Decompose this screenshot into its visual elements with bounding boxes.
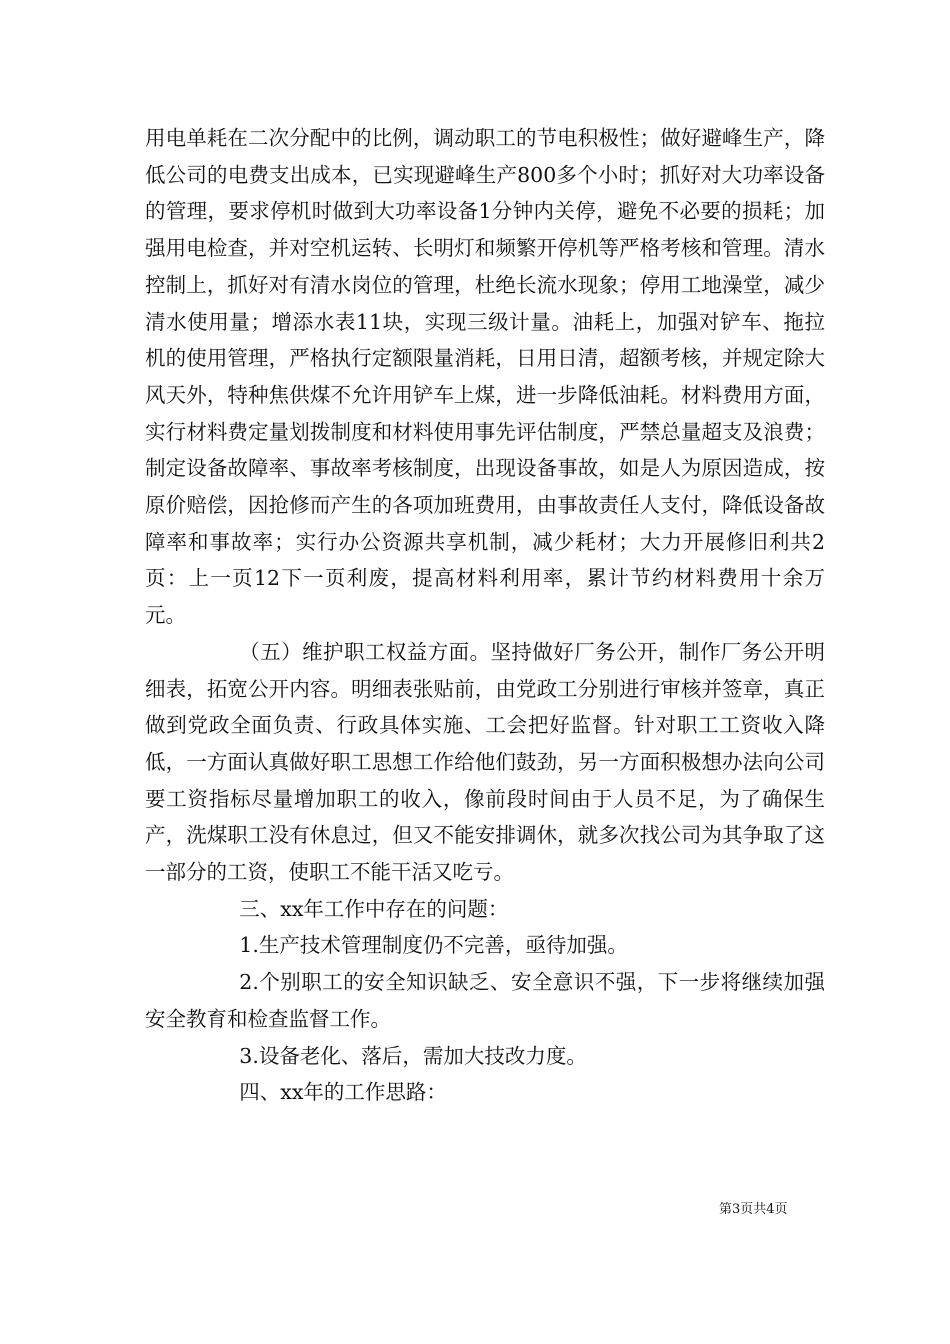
problem-item-3: 3.设备老化、落后，需加大技改力度。 — [239, 1043, 587, 1068]
problem-item-1: 1.生产技术管理制度仍不完善，亟待加强。 — [239, 933, 628, 958]
paragraph-worker-rights: （五）维护职工权益方面。坚持做好厂务公开，制作厂务公开明细表，拓宽公开内容。明细表张贴前，由党政工分别进行审核并签章，真正做到党政全面负责、行政具体实施、工会把好监督。针对职工工资收入降低，一方面认真做好职工思想工作给他们鼓劲，另一方面积极想办法向公司要工资指标尽量增加职工的收入，像前段时间由于人员不足，为了确保生产，洗煤职工没有休息过，但又不能安排调休，就多次找公司为其争取了这一部分的工资，使职工不能干活又吃亏。 — [145, 639, 825, 885]
section-heading-problems: 三、xx年工作中存在的问题： — [239, 896, 509, 921]
document-body — [145, 120, 825, 1111]
page-number-footer: 第3页共4页 — [719, 1202, 788, 1217]
section-heading-plans: 四、xx年的工作思路： — [239, 1080, 447, 1105]
paragraph-energy-saving: 用电单耗在二次分配中的比例，调动职工的节电积极性；做好避峰生产，降低公司的电费支出成本，已实现避峰生产800多个小时；抓好对大功率设备的管理，要求停机时做到大功率设备1分钟内关停，避免不必要的损耗；加强用电检查，并对空机运转、长明灯和频繁开停机等严格考核和管理。清水控制上，抓好对有清水岗位的管理，杜绝长流水现象；停用工地澡堂，减少清水使用量；增添水表11块，实现三级计量。油耗上，加强对铲车、拖拉机的使用管理，严格执行定额限量消耗，日用日清，超额考核，并规定除大风天外，特种焦供煤不允许用铲车上煤，进一步降低油耗。材料费用方面，实行材料费定量划拨制度和材料使用事先评估制度，严禁总量超支及浪费；制定设备故障率、事故率考核制度，出现设备事故，如是人为原因造成，按原价赔偿，因抢修而产生的各项加班费用，由事故责任人支付，降低设备故障率和事故率；实行办公资源共享机制，减少耗材；大力开展修旧利共2页：上一页12下一页利废，提高材料利用率，累计节约材料费用十余万元。 — [145, 126, 825, 628]
problem-item-2: 2.个别职工的安全知识缺乏、安全意识不强，下一步将继续加强安全教育和检查监督工作。 — [145, 970, 825, 1031]
